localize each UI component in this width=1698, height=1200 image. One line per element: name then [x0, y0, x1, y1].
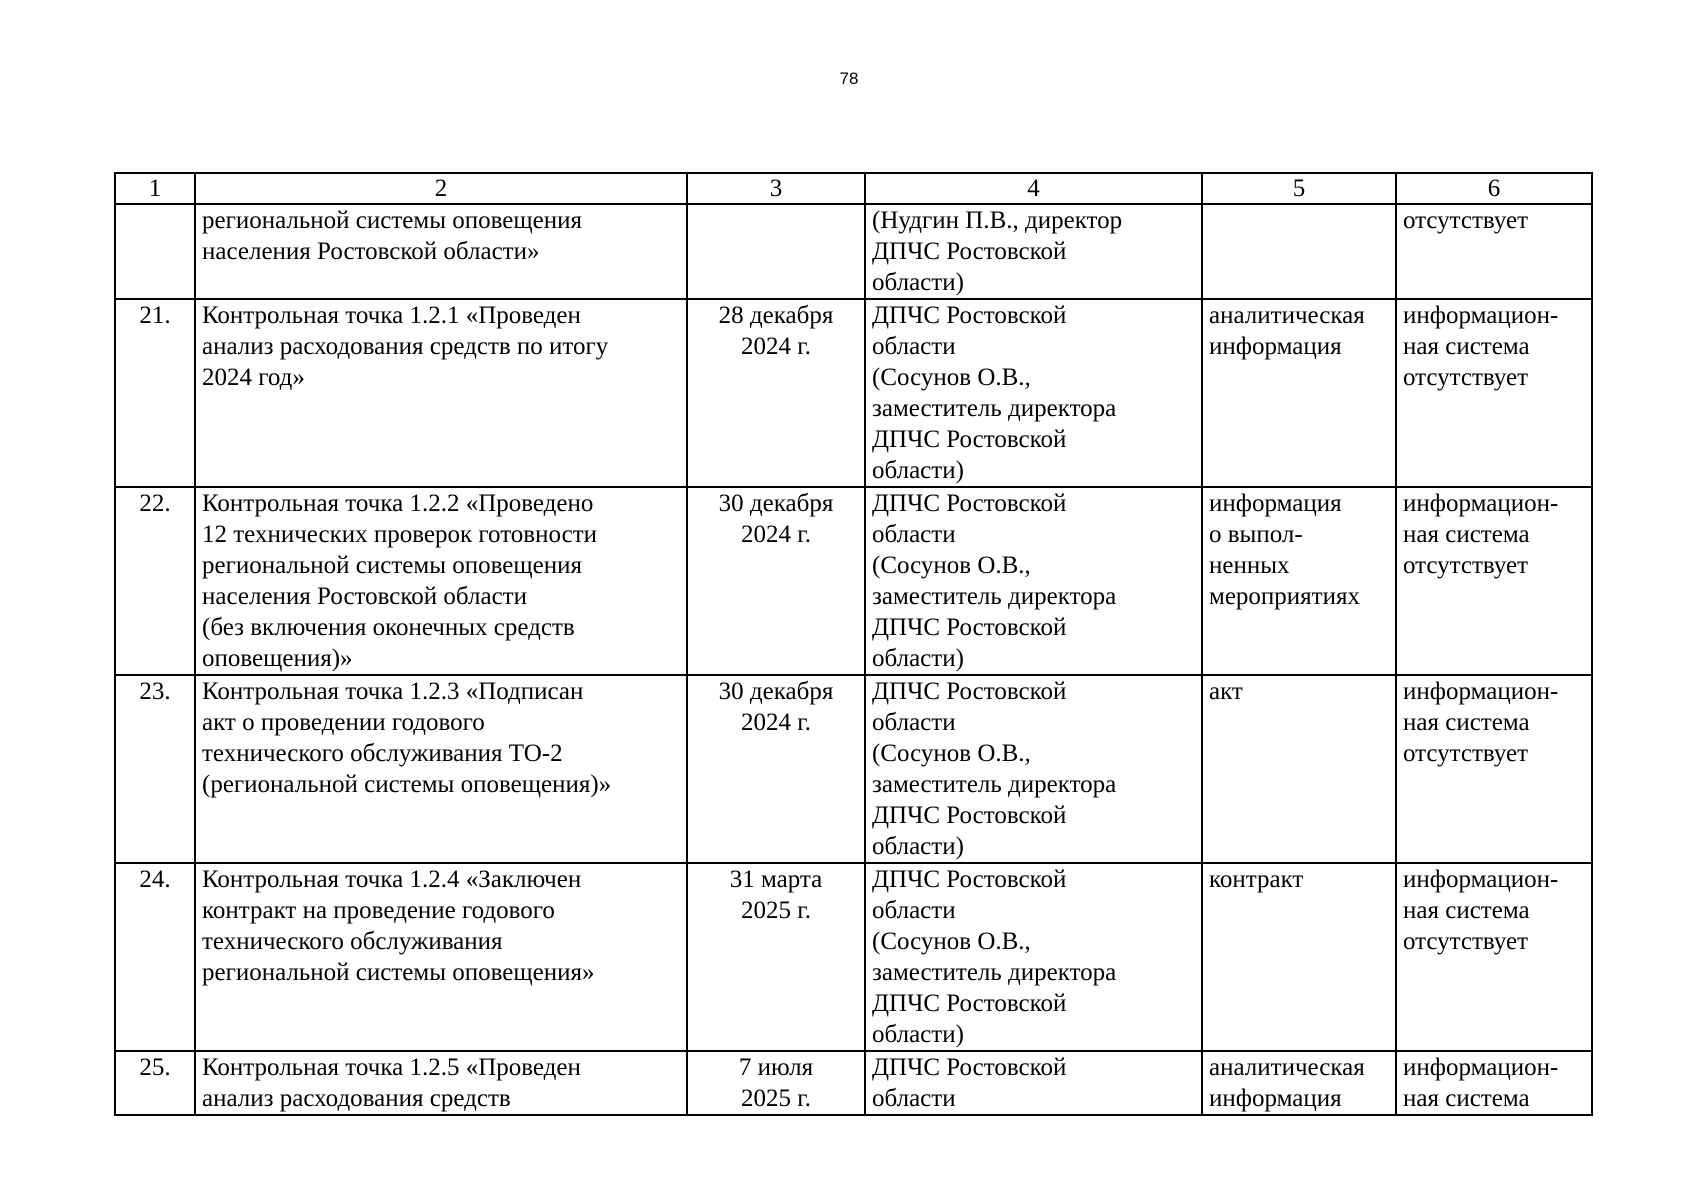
due-date-cell — [687, 863, 865, 1051]
control-points-table — [114, 172, 1593, 1116]
table-row — [115, 299, 1592, 487]
row-number-cell — [115, 204, 195, 299]
cell-text-line: 7 июля — [738, 1054, 814, 1081]
cell-text-line: аналитическая — [1209, 1054, 1365, 1081]
cell-text-line: ДПЧС Ростовской — [872, 426, 1067, 453]
cell-text-line: информация — [1209, 1085, 1342, 1112]
cell-text-line: ДПЧС Ростовской — [872, 614, 1067, 641]
cell-text-line: ДПЧС Ростовской — [872, 302, 1067, 329]
cell-text-line: ДПЧС Ростовской — [872, 678, 1067, 705]
cell-text-line: 28 декабря — [718, 302, 834, 329]
cell-text-line: области — [872, 333, 956, 360]
cell-text-line: отсутствует — [1403, 207, 1529, 234]
cell-text-line: (Сосунов О.В., — [872, 740, 1031, 767]
cell-text-line: области — [872, 521, 956, 548]
cell-text-line: области) — [872, 645, 964, 672]
document-type-cell — [1202, 204, 1396, 299]
cell-text-line: (без включения оконечных средств — [202, 614, 575, 641]
cell-text-line: 31 марта — [729, 866, 823, 893]
cell-text-line: области) — [872, 1021, 964, 1048]
cell-text-line: отсутствует — [1403, 740, 1529, 767]
document-type-cell — [1202, 863, 1396, 1051]
row-number-cell — [115, 1051, 195, 1115]
column-header-3: 3 — [687, 173, 865, 204]
page-number: 78 — [839, 69, 859, 88]
document-type-cell — [1202, 299, 1396, 487]
cell-text-line: заместитель директора — [872, 959, 1117, 986]
cell-text-line: ДПЧС Ростовской — [872, 802, 1067, 829]
due-date-cell — [687, 1051, 865, 1115]
table-row — [115, 1051, 1592, 1115]
cell-text-line: области — [872, 1085, 956, 1112]
cell-text-line: населения Ростовской области — [202, 583, 527, 610]
cell-text-line: региональной системы оповещения — [202, 207, 583, 234]
column-header-4: 4 — [865, 173, 1202, 204]
cell-text-line: контракт на проведение годового — [202, 897, 555, 924]
column-header-2: 2 — [195, 173, 687, 204]
cell-text-line: анализ расходования средств по итогу — [202, 333, 609, 360]
cell-text-line: оповещения)» — [202, 645, 353, 672]
cell-text-line: информацион- — [1403, 1054, 1559, 1081]
cell-text-line: отсутствует — [1403, 552, 1529, 579]
table-row — [115, 204, 1592, 299]
cell-text-line: 30 декабря — [718, 490, 834, 517]
information-system-cell — [1396, 675, 1592, 863]
due-date-cell — [687, 675, 865, 863]
responsible-cell — [865, 1051, 1202, 1115]
cell-text-line: (Нудгин П.В., директор — [872, 207, 1123, 234]
cell-text-line: Контрольная точка 1.2.4 «Заключен — [202, 866, 582, 893]
information-system-cell — [1396, 1051, 1592, 1115]
responsible-cell — [865, 299, 1202, 487]
control-point-title-cell — [195, 675, 687, 863]
cell-text-line: 2025 г. — [741, 897, 811, 924]
table-row — [115, 863, 1592, 1051]
cell-text-line: населения Ростовской области» — [202, 238, 540, 265]
information-system-cell — [1396, 299, 1592, 487]
cell-text-line: (Сосунов О.В., — [872, 928, 1031, 955]
cell-text-line: 2025 г. — [741, 1085, 811, 1112]
column-header-1: 1 — [115, 173, 195, 204]
cell-text-line: ДПЧС Ростовской — [872, 866, 1067, 893]
cell-text-line: 12 технических проверок готовности — [202, 521, 597, 548]
cell-text-line: мероприятиях — [1209, 583, 1360, 610]
cell-text-line: акт — [1209, 678, 1243, 705]
cell-text-line: аналитическая — [1209, 302, 1365, 329]
responsible-cell — [865, 204, 1202, 299]
document-type-cell — [1202, 487, 1396, 675]
cell-text-line: региональной системы оповещения — [202, 552, 583, 579]
table-body — [115, 204, 1592, 1115]
cell-text-line: области) — [872, 457, 964, 484]
responsible-cell — [865, 487, 1202, 675]
control-point-title-cell — [195, 299, 687, 487]
cell-text-line: 23. — [139, 678, 171, 705]
cell-text-line: (Сосунов О.В., — [872, 552, 1031, 579]
row-number-cell — [115, 863, 195, 1051]
cell-text-line: ДПЧС Ростовской — [872, 990, 1067, 1017]
cell-text-line: области) — [872, 269, 964, 296]
cell-text-line: информацион- — [1403, 866, 1559, 893]
table-row — [115, 487, 1592, 675]
cell-text-line: ная система — [1403, 1085, 1530, 1112]
cell-text-line: 2024 год» — [202, 364, 305, 391]
cell-text-line: заместитель директора — [872, 771, 1117, 798]
row-number-cell — [115, 299, 195, 487]
cell-text-line: заместитель директора — [872, 583, 1117, 610]
cell-text-line: региональной системы оповещения» — [202, 959, 595, 986]
cell-text-line: контракт — [1209, 866, 1304, 893]
cell-text-line: 2024 г. — [741, 521, 811, 548]
document-type-cell — [1202, 675, 1396, 863]
cell-text-line: о выпол- — [1209, 521, 1303, 548]
cell-text-line: (региональной системы оповещения)» — [202, 771, 612, 798]
cell-text-line: анализ расходования средств — [202, 1085, 511, 1112]
cell-text-line: (Сосунов О.В., — [872, 364, 1031, 391]
cell-text-line: технического обслуживания — [202, 928, 503, 955]
cell-text-line: 2024 г. — [741, 333, 811, 360]
cell-text-line: Контрольная точка 1.2.2 «Проведено — [202, 490, 594, 517]
cell-text-line: информация — [1209, 333, 1342, 360]
cell-text-line: Контрольная точка 1.2.5 «Проведен — [202, 1054, 581, 1081]
cell-text-line: информация — [1209, 490, 1342, 517]
information-system-cell — [1396, 487, 1592, 675]
control-point-title-cell — [195, 863, 687, 1051]
cell-text-line: области) — [872, 833, 964, 860]
control-point-title-cell — [195, 1051, 687, 1115]
due-date-cell — [687, 487, 865, 675]
due-date-cell — [687, 299, 865, 487]
information-system-cell — [1396, 204, 1592, 299]
column-header-5: 5 — [1202, 173, 1396, 204]
cell-text-line: Контрольная точка 1.2.3 «Подписан — [202, 678, 584, 705]
cell-text-line: ДПЧС Ростовской — [872, 490, 1067, 517]
cell-text-line: 25. — [139, 1054, 171, 1081]
column-header-6: 6 — [1396, 173, 1592, 204]
information-system-cell — [1396, 863, 1592, 1051]
cell-text-line: области — [872, 709, 956, 736]
column-number-header-row — [115, 173, 1592, 204]
responsible-cell — [865, 863, 1202, 1051]
cell-text-line: отсутствует — [1403, 364, 1529, 391]
cell-text-line: информацион- — [1403, 490, 1559, 517]
control-point-title-cell — [195, 204, 687, 299]
cell-text-line: ненных — [1209, 552, 1290, 579]
responsible-cell — [865, 675, 1202, 863]
cell-text-line: ная система — [1403, 897, 1530, 924]
cell-text-line: ДПЧС Ростовской — [872, 1054, 1067, 1081]
cell-text-line: заместитель директора — [872, 395, 1117, 422]
cell-text-line: 22. — [139, 490, 171, 517]
document-type-cell — [1202, 1051, 1396, 1115]
cell-text-line: области — [872, 897, 956, 924]
cell-text-line: технического обслуживания ТО-2 — [202, 740, 563, 767]
cell-text-line: ная система — [1403, 333, 1530, 360]
cell-text-line: Контрольная точка 1.2.1 «Проведен — [202, 302, 581, 329]
cell-text-line: ная система — [1403, 709, 1530, 736]
cell-text-line: 2024 г. — [741, 709, 811, 736]
cell-text-line: 21. — [139, 302, 171, 329]
row-number-cell — [115, 675, 195, 863]
due-date-cell — [687, 204, 865, 299]
cell-text-line: акт о проведении годового — [202, 709, 485, 736]
cell-text-line: отсутствует — [1403, 928, 1529, 955]
table-row — [115, 675, 1592, 863]
cell-text-line: информацион- — [1403, 678, 1559, 705]
row-number-cell — [115, 487, 195, 675]
control-point-title-cell — [195, 487, 687, 675]
cell-text-line: информацион- — [1403, 302, 1559, 329]
cell-text-line: 30 декабря — [718, 678, 834, 705]
cell-text-line: ДПЧС Ростовской — [872, 238, 1067, 265]
cell-text-line: ная система — [1403, 521, 1530, 548]
cell-text-line: 24. — [139, 866, 171, 893]
